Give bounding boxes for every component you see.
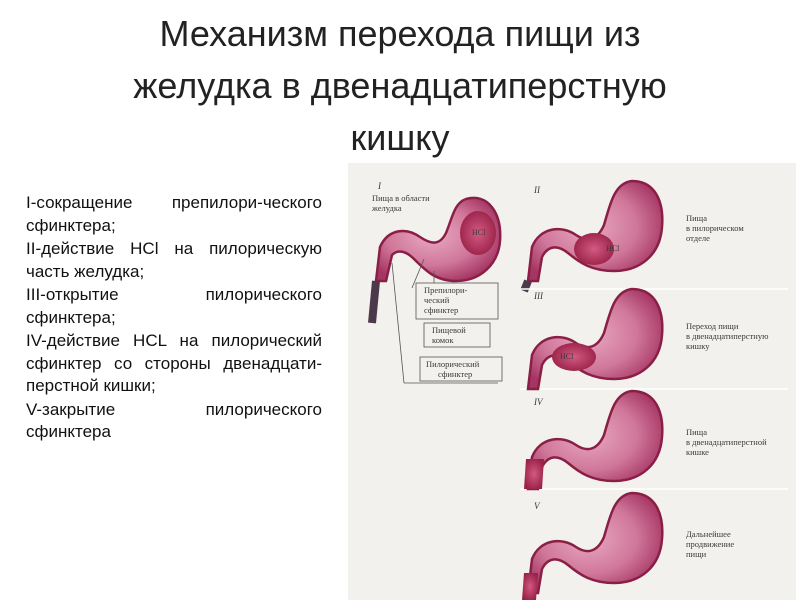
panel-4-caption-3: кишке <box>686 447 709 457</box>
panel-5-caption-3: пищи <box>686 549 707 559</box>
stomach-illustration <box>348 163 796 600</box>
stomach-5 <box>528 493 662 593</box>
panel-4-caption-2: в двенадцатиперстной <box>686 437 767 447</box>
panel-2-caption-1: Пища <box>686 213 708 223</box>
hcl-label-2: HCl <box>606 244 620 253</box>
hcl-label-1: HCl <box>472 228 486 237</box>
panel-4-numeral: IV <box>534 397 543 407</box>
stomach-4 <box>528 391 662 489</box>
callout-prepyloric-2: ческий <box>424 295 450 305</box>
panel-3-caption-1: Переход пищи <box>686 321 739 331</box>
callout-prepyloric-3: сфинктер <box>424 305 459 315</box>
panel-1-caption-1: Пища в области <box>372 193 430 203</box>
panel-5 <box>522 493 734 600</box>
callout-pyloric-1: Пилорический <box>426 359 480 369</box>
panel-3-caption-2: в двенадцатиперстную <box>686 331 769 341</box>
stage-list <box>26 192 322 445</box>
panel-1-caption-2: желудка <box>372 203 402 213</box>
food-3 <box>552 343 596 371</box>
page-title <box>0 8 800 164</box>
hcl-label-3: HCl <box>560 352 574 361</box>
panel-2-caption-2: в пилорическом <box>686 223 744 233</box>
food-5 <box>522 573 538 600</box>
panel-4 <box>524 391 767 489</box>
stage-4: IV-действие HCL на пилорический сфинктер со стороны двенадцати-перстной кишки; <box>26 331 322 395</box>
panel-1 <box>371 181 502 383</box>
duodenum-1 <box>372 281 376 323</box>
stomach-2 <box>528 181 662 281</box>
food-4 <box>524 459 544 489</box>
panel-3-caption-3: кишку <box>686 341 710 351</box>
panel-5-caption-1: Дальнейшее <box>686 529 731 539</box>
callout-pyloric-2: сфинктер <box>438 369 473 379</box>
title-line-1: Механизм перехода пищи из <box>159 13 641 54</box>
callout-bolus-1: Пищевой <box>432 325 466 335</box>
panel-5-caption-2: продвижение <box>686 539 735 549</box>
stage-3: III-открытие пилорического сфинктера; <box>26 285 322 327</box>
stomach-3 <box>528 289 662 389</box>
stage-2: II-действие HCl на пилорическую часть желудка; <box>26 239 322 281</box>
panel-2 <box>524 181 744 291</box>
title-line-2: желудка в двенадцатиперстную <box>133 65 667 106</box>
panel-2-caption-3: отделе <box>686 233 710 243</box>
stage-5: V-закрытие пилорического сфинктера <box>26 399 322 441</box>
callout-prepyloric-1: Препилори- <box>424 285 468 295</box>
panel-4-caption-1: Пища <box>686 427 708 437</box>
panel-5-numeral: V <box>534 501 540 511</box>
illustration-svg <box>348 163 796 600</box>
panel-1-numeral: I <box>378 181 381 191</box>
stage-1: I-сокращение препилори-ческого сфинктера; <box>26 193 322 235</box>
callout-bolus-2: комок <box>432 335 454 345</box>
panel-3 <box>528 289 769 389</box>
title-line-3: кишку <box>350 117 450 158</box>
panel-2-numeral: II <box>534 185 540 195</box>
panel-3-numeral: III <box>534 291 543 301</box>
